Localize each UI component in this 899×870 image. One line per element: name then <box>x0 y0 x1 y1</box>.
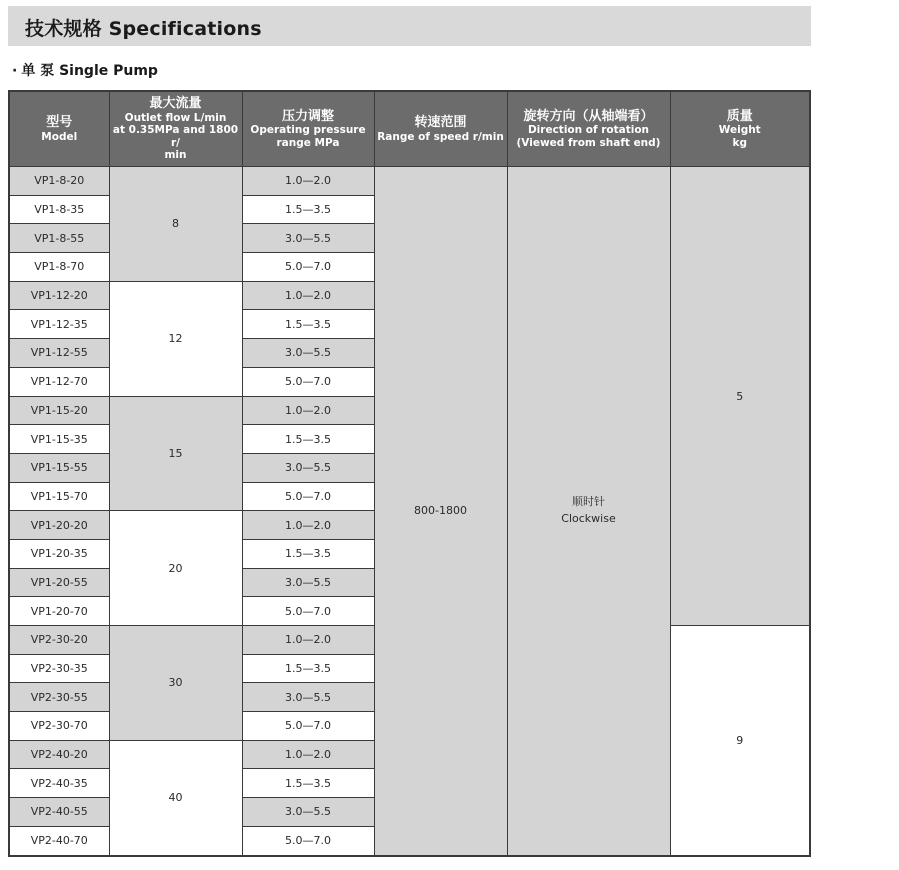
model-cell: VP1-12-70 <box>9 367 109 396</box>
direction-en: Clockwise <box>561 511 616 525</box>
pressure-cell: 1.0—2.0 <box>242 167 374 196</box>
pressure-cell: 1.5—3.5 <box>242 310 374 339</box>
header-row <box>9 91 810 167</box>
speed-cell: 800-1800 <box>374 167 507 856</box>
model-cell: VP2-40-35 <box>9 769 109 798</box>
header-flow-en2: at 0.35MPa and 1800 r/ <box>112 124 239 149</box>
pressure-cell: 1.5—3.5 <box>242 769 374 798</box>
flow-cell: 40 <box>109 740 242 855</box>
pressure-cell: 1.5—3.5 <box>242 654 374 683</box>
model-cell: VP1-15-35 <box>9 425 109 454</box>
pressure-cell: 1.0—2.0 <box>242 626 374 655</box>
direction-cell <box>507 167 670 856</box>
model-cell: VP2-40-70 <box>9 826 109 855</box>
header-weight-cn: 质量 <box>726 108 753 124</box>
header-flow <box>109 91 242 167</box>
model-cell: VP1-15-70 <box>9 482 109 511</box>
flow-cell: 12 <box>109 281 242 396</box>
header-flow-cn: 最大流量 <box>149 96 202 112</box>
pressure-cell: 5.0—7.0 <box>242 597 374 626</box>
subtitle-text: 单 泵 Single Pump <box>21 63 158 79</box>
pressure-cell: 5.0—7.0 <box>242 712 374 741</box>
model-cell: VP2-30-35 <box>9 654 109 683</box>
header-model-en: Model <box>41 130 78 143</box>
pressure-cell: 5.0—7.0 <box>242 367 374 396</box>
header-direction-en1: Direction of rotation <box>527 124 650 137</box>
flow-cell: 20 <box>109 511 242 626</box>
pressure-cell: 1.5—3.5 <box>242 195 374 224</box>
pressure-cell: 5.0—7.0 <box>242 253 374 282</box>
direction-cn: 顺时针 <box>572 495 605 509</box>
flow-cell: 30 <box>109 626 242 741</box>
header-flow-en3: min <box>164 149 187 162</box>
header-weight-en2: kg <box>732 136 747 149</box>
pressure-cell: 1.0—2.0 <box>242 396 374 425</box>
model-cell: VP1-15-55 <box>9 453 109 482</box>
model-cell: VP1-8-70 <box>9 253 109 282</box>
pressure-cell: 3.0—5.5 <box>242 568 374 597</box>
model-cell: VP2-40-20 <box>9 740 109 769</box>
pressure-cell: 1.0—2.0 <box>242 281 374 310</box>
header-flow-en1: Outlet flow L/min <box>124 111 227 124</box>
pressure-cell: 1.5—3.5 <box>242 539 374 568</box>
section-subtitle <box>12 60 158 80</box>
header-direction <box>507 91 670 167</box>
model-cell: VP2-30-70 <box>9 712 109 741</box>
flow-cell: 15 <box>109 396 242 511</box>
spec-table <box>8 90 811 857</box>
pressure-cell: 3.0—5.5 <box>242 453 374 482</box>
model-cell: VP1-15-20 <box>9 396 109 425</box>
pressure-cell: 3.0—5.5 <box>242 224 374 253</box>
model-cell: VP2-30-20 <box>9 626 109 655</box>
pressure-cell: 1.0—2.0 <box>242 511 374 540</box>
model-cell: VP2-40-55 <box>9 798 109 827</box>
pressure-cell: 3.0—5.5 <box>242 798 374 827</box>
pressure-cell: 1.0—2.0 <box>242 740 374 769</box>
header-direction-cn: 旋转方向（从轴端看） <box>523 108 654 124</box>
header-pressure <box>242 91 374 167</box>
pressure-cell: 3.0—5.5 <box>242 339 374 368</box>
header-model-cn: 型号 <box>46 114 73 130</box>
pressure-cell: 5.0—7.0 <box>242 482 374 511</box>
header-pressure-cn: 压力调整 <box>281 108 334 124</box>
title-bar <box>8 6 811 46</box>
model-cell: VP1-12-35 <box>9 310 109 339</box>
pressure-cell: 5.0—7.0 <box>242 826 374 855</box>
page-title: 技术规格 Specifications <box>25 18 262 40</box>
bullet: · <box>12 63 18 79</box>
header-pressure-en2: range MPa <box>276 136 340 149</box>
model-cell: VP2-30-55 <box>9 683 109 712</box>
model-cell: VP1-20-70 <box>9 597 109 626</box>
model-cell: VP1-20-35 <box>9 539 109 568</box>
pressure-cell: 3.0—5.5 <box>242 683 374 712</box>
header-weight <box>670 91 810 167</box>
model-cell: VP1-20-20 <box>9 511 109 540</box>
model-cell: VP1-8-55 <box>9 224 109 253</box>
table-row <box>9 167 810 196</box>
header-speed-en1: Range of speed r/min <box>377 130 504 143</box>
header-speed-cn: 转速范围 <box>414 114 467 130</box>
flow-cell: 8 <box>109 167 242 282</box>
header-weight-en1: Weight <box>718 124 761 137</box>
weight-cell: 9 <box>670 626 810 856</box>
model-cell: VP1-20-55 <box>9 568 109 597</box>
pressure-cell: 1.5—3.5 <box>242 425 374 454</box>
header-direction-en2: (Viewed from shaft end) <box>516 136 661 149</box>
model-cell: VP1-8-35 <box>9 195 109 224</box>
model-cell: VP1-8-20 <box>9 167 109 196</box>
model-cell: VP1-12-20 <box>9 281 109 310</box>
weight-cell: 5 <box>670 167 810 626</box>
model-cell: VP1-12-55 <box>9 339 109 368</box>
header-pressure-en1: Operating pressure <box>250 124 366 137</box>
header-speed <box>374 91 507 167</box>
header-model <box>9 91 109 167</box>
